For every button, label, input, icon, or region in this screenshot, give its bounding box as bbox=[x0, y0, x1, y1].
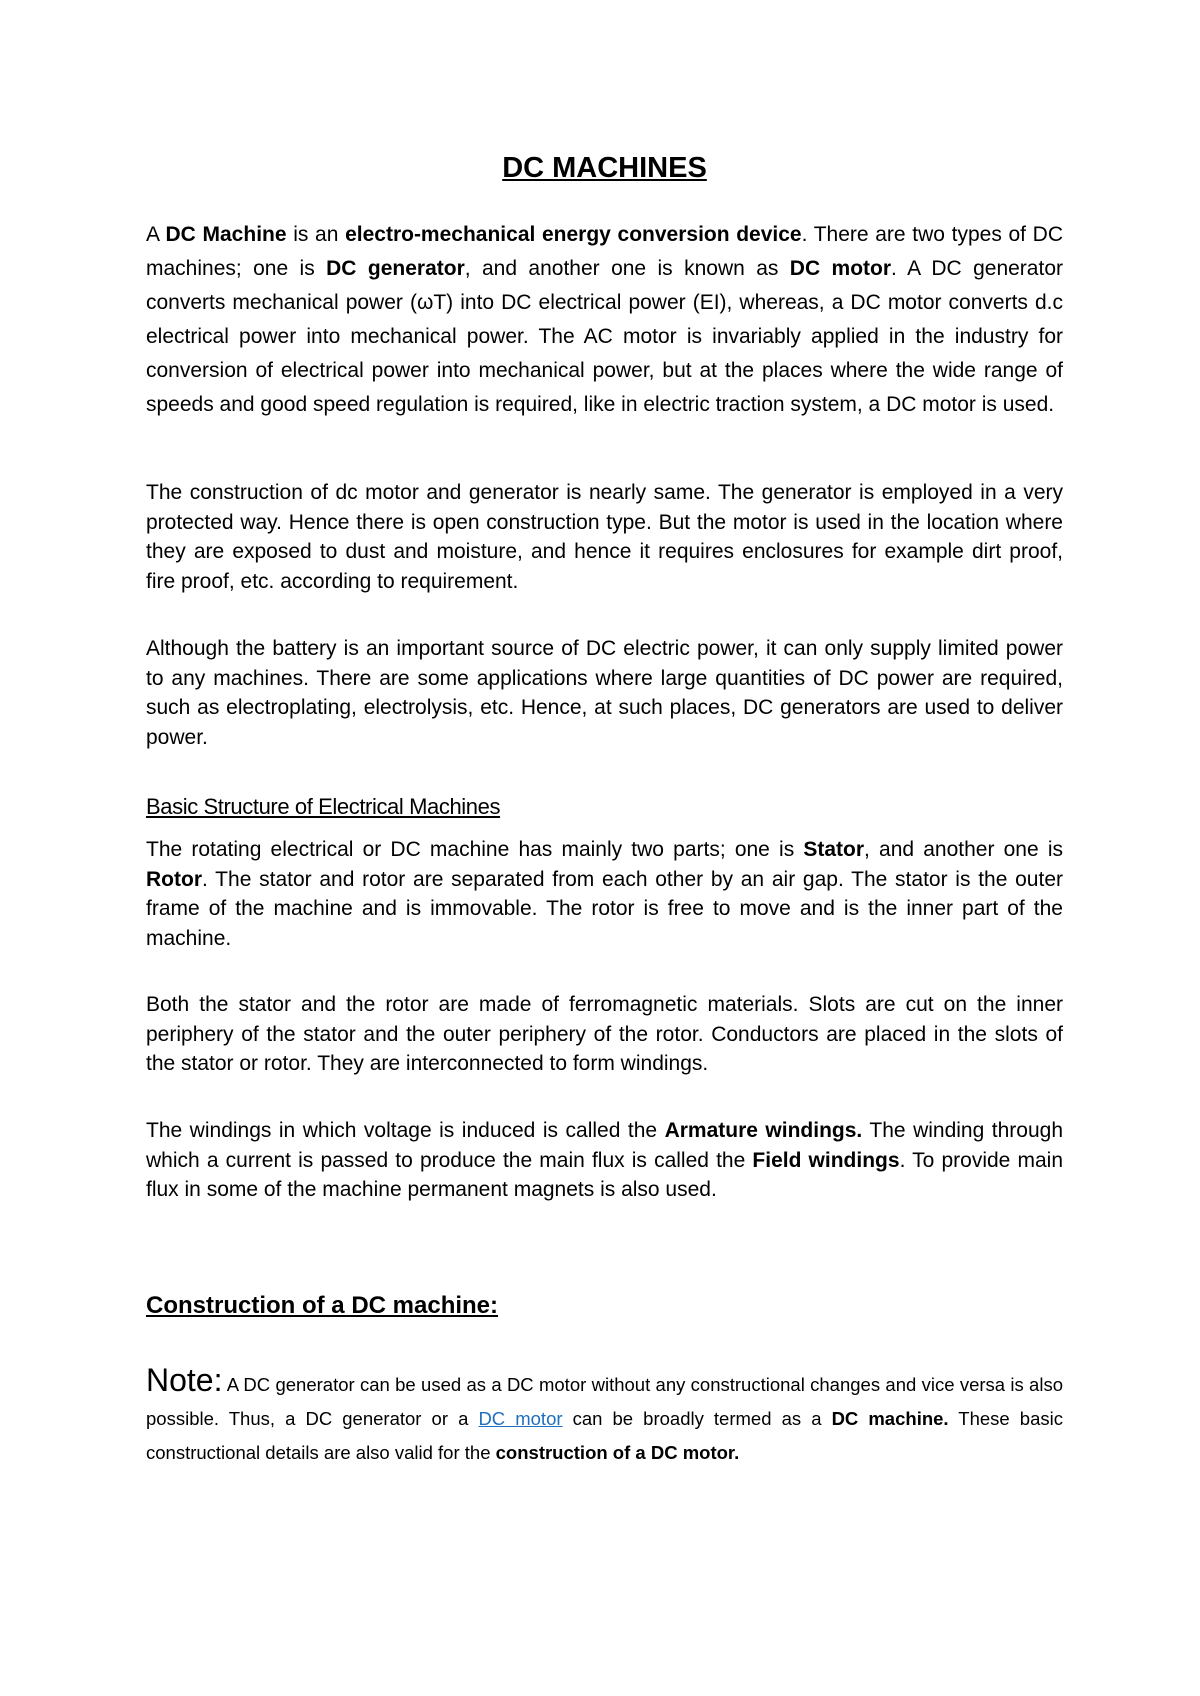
term-dc-machine: DC machine. bbox=[831, 1408, 949, 1429]
intro-text: is an bbox=[286, 223, 346, 246]
construction-paragraph: The construction of dc motor and generator is nearly same. The generator is employed in a very protected way. Hence there is open construction type. But the motor is used in the location where they are exposed to dust and moisture, and hence it requires enclosures for example dirt proof, fire proof, etc. according to requirement. bbox=[146, 481, 1063, 593]
note-text: can be broadly termed as a bbox=[562, 1408, 832, 1429]
page-title: DC MACHINES bbox=[502, 152, 707, 184]
battery-paragraph: Although the battery is an important source of DC electric power, it can only supply limited power to any machines. There are some applications where large quantities of DC power are required, such as electroplating, electrolysis, etc. Hence, at such places, DC generators are used to deliver power. bbox=[146, 637, 1063, 749]
paragraph-text: The winding through which a current is passed to produce the main flux is called the bbox=[146, 1119, 1063, 1172]
stator-rotor-paragraph bbox=[146, 835, 1063, 953]
intro-text: . A DC generator converts mechanical power (ωT) into DC electrical power (EI), whereas, a DC motor converts d.c electrical power into mechanical power. The AC motor is invariably applied in the industry for conversion of electrical power into mechanical power, but at the places where the wide range of speeds and good speed regulation is required, like in electric traction system, a DC motor is used. bbox=[146, 257, 1063, 416]
paragraph-text: The rotating electrical or DC machine has mainly two parts; one is bbox=[146, 838, 804, 861]
intro-text: A bbox=[146, 223, 166, 246]
paragraph-text: . The stator and rotor are separated from each other by an air gap. The stator is the outer frame of the machine and is immovable. The rotor is free to move and is the inner part of the machine. bbox=[146, 867, 1063, 950]
intro-text: , and another one is known as bbox=[464, 257, 790, 280]
construction-heading: Construction of a DC machine: bbox=[146, 1292, 499, 1319]
windings-paragraph bbox=[146, 1116, 1063, 1205]
term-dc-generator: DC generator bbox=[326, 257, 465, 280]
note-paragraph bbox=[146, 1363, 1063, 1470]
term-construction-dc-motor: construction of a DC motor. bbox=[495, 1442, 740, 1463]
term-dc-motor: DC motor bbox=[789, 257, 892, 280]
term-armature-windings: Armature windings. bbox=[664, 1119, 863, 1142]
paragraph-text: The windings in which voltage is induced is called the bbox=[146, 1119, 665, 1142]
note-label: Note: bbox=[146, 1362, 223, 1398]
intro-paragraph bbox=[146, 218, 1063, 422]
basic-structure-heading: Basic Structure of Electrical Machines bbox=[146, 794, 501, 819]
note-text: A DC generator can be used as a DC motor without any constructional changes and vice versa is also possible. Thus, a DC generator or a bbox=[146, 1374, 1063, 1429]
term-rotor: Rotor bbox=[146, 867, 202, 891]
term-energy-conversion-device: electro-mechanical energy conversion device bbox=[345, 223, 802, 246]
intro-text: . There are two types of DC machines; one is bbox=[146, 223, 1063, 280]
term-stator: Stator bbox=[803, 838, 865, 861]
paragraph-text: . To provide main flux in some of the machine permanent magnets is also used. bbox=[146, 1148, 1064, 1201]
materials-paragraph: Both the stator and the rotor are made of ferromagnetic materials. Slots are cut on the inner periphery of the stator and the outer periphery of the rotor. Conductors are placed in the slots of the stator or rotor. They are interconnected to form windings. bbox=[146, 993, 1063, 1075]
paragraph-text: , and another one is bbox=[864, 838, 1063, 861]
dc-motor-link[interactable]: DC motor bbox=[478, 1408, 563, 1429]
term-field-windings: Field windings bbox=[752, 1148, 900, 1172]
document-page bbox=[146, 0, 1063, 1696]
term-dc-machine: DC Machine bbox=[165, 223, 287, 246]
note-text: These basic constructional details are also valid for the bbox=[146, 1408, 1063, 1463]
